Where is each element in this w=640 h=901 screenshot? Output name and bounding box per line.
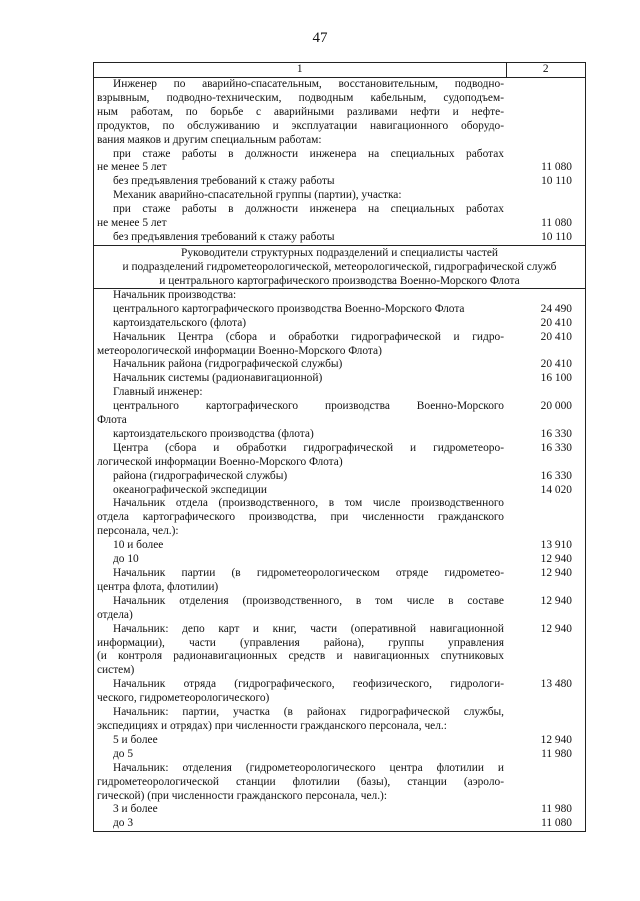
salary-value: 11 080	[541, 217, 572, 230]
position-text: систем)	[97, 664, 135, 677]
salary-value	[508, 134, 582, 148]
table-line	[97, 553, 582, 567]
position-text: Начальник Центра (сбора и обработки гидрографической и гидро-	[113, 330, 504, 343]
table-line	[97, 345, 582, 359]
position-text: без предъявления требований к стажу работы	[113, 175, 335, 188]
position-text: картоиздательского производства (флота)	[113, 427, 314, 440]
table-line	[97, 762, 582, 776]
salary-value: 12 940	[540, 553, 572, 566]
position-text: Начальник отряда (гидрографического, геофизического, гидрологи-	[113, 678, 504, 691]
table-line	[97, 289, 582, 303]
managers-block	[94, 288, 586, 831]
position-text: Начальник: отделения (гидрометеорологического центра флотилии и	[113, 761, 504, 774]
table-line	[97, 470, 582, 484]
table-line	[97, 92, 582, 106]
position-text: не менее 5 лет	[97, 217, 167, 230]
table-line	[97, 609, 582, 623]
salary-value: 11 080	[541, 161, 572, 174]
salary-value	[508, 345, 582, 359]
salary-value: 12 940	[540, 594, 572, 607]
table-line	[97, 175, 582, 189]
position-text: отдела картографического производства, при численности гражданского	[97, 511, 504, 524]
table-line	[97, 790, 582, 804]
salary-value: 11 080	[541, 817, 572, 830]
position-text: океанографической экспедиции	[113, 483, 267, 496]
salary-value	[508, 692, 582, 706]
salary-value: 13 910	[540, 539, 572, 552]
salary-value	[508, 525, 582, 539]
section-heading	[94, 245, 586, 288]
position-text: района (гидрографической службы)	[113, 469, 288, 482]
position-text: Центра (сбора и обработки гидрографической и гидрометеоро-	[113, 441, 504, 454]
position-text: центрального картографического производства Военно-Морского Флота	[113, 302, 465, 315]
salary-value: 16 100	[540, 372, 572, 385]
position-text: вания маяков и другим специальным работам:	[97, 133, 322, 146]
salary-value	[508, 776, 582, 790]
table-row	[94, 78, 586, 246]
table-line	[97, 414, 582, 428]
salary-value: 20 410	[540, 330, 572, 343]
salary-value: 10 110	[541, 230, 572, 243]
position-text: Главный инженер:	[113, 386, 203, 399]
salary-value: 20 410	[540, 316, 572, 329]
table-line	[97, 706, 582, 720]
position-text: не менее 5 лет	[97, 161, 167, 174]
position-text: центрального картографического производства Военно-Морского	[113, 400, 504, 413]
position-text: гической) (при численности гражданского персонала, чел.):	[97, 789, 388, 802]
table-line	[97, 581, 582, 595]
table-line	[97, 720, 582, 734]
position-text: Начальник партии (в гидрометеорологическом отряде гидрометео-	[113, 567, 504, 579]
table-line	[97, 664, 582, 678]
salary-value: 11 980	[541, 803, 572, 816]
table-line	[97, 120, 582, 134]
salary-table	[93, 62, 586, 832]
table-line	[97, 497, 582, 511]
table-line	[97, 595, 582, 609]
salary-value	[508, 148, 582, 162]
salary-value	[508, 664, 582, 678]
salary-value	[508, 386, 582, 400]
table-line	[97, 428, 582, 442]
table-line	[97, 148, 582, 162]
table-line	[97, 623, 582, 637]
salary-value: 10 110	[541, 175, 572, 188]
table-line	[97, 692, 582, 706]
position-text: Начальник производства:	[113, 288, 237, 301]
position-text: Начальник: партии, участка (в районах гидрографической службы,	[113, 706, 504, 719]
table-line	[97, 734, 582, 748]
position-text: Начальник отделения (производственного, в том числе в составе	[113, 594, 504, 607]
position-text: без предъявления требований к стажу работы	[113, 230, 335, 243]
table-line	[97, 106, 582, 120]
section-heading-line: и подразделений гидрометеорологической, метеорологической, гидрографической служб	[122, 260, 557, 273]
salary-value: 12 940	[540, 622, 572, 635]
engineer-block	[94, 78, 586, 246]
salary-value	[508, 581, 582, 595]
table-line	[97, 189, 582, 203]
position-text: 10 и более	[113, 539, 164, 552]
table-line	[97, 817, 582, 831]
position-text: Инженер по аварийно-спасательным, восстановительным, подводно-	[113, 78, 504, 90]
salary-value	[508, 203, 582, 217]
table-line	[97, 650, 582, 664]
table-line	[97, 637, 582, 651]
table-line	[97, 358, 582, 372]
table-line	[97, 217, 582, 231]
position-text: Начальник отдела (производственного, в том числе производственного	[113, 497, 504, 510]
table-line	[97, 78, 582, 92]
salary-value: 16 330	[540, 469, 572, 482]
position-text: до 5	[113, 747, 134, 760]
salary-value: 20 410	[540, 358, 572, 371]
salary-value: 11 980	[541, 747, 572, 760]
salary-value	[508, 106, 582, 120]
page-number: 47	[312, 30, 328, 46]
section-heading-line: Руководители структурных подразделений и специалисты частей	[180, 246, 499, 259]
salary-value: 14 020	[540, 483, 572, 496]
salary-value: 20 000	[540, 400, 572, 413]
position-text: при стаже работы в должности инженера на специальных работах	[113, 203, 504, 216]
salary-value	[508, 637, 582, 651]
position-text: метеорологической информации Военно-Морского Флота)	[97, 344, 382, 357]
salary-value	[508, 289, 582, 303]
position-text: картоиздательского (флота)	[113, 316, 247, 329]
position-text: продуктов, по обслуживанию и эксплуатации навигационного оборудо-	[97, 119, 504, 132]
position-text: 5 и более	[113, 733, 158, 746]
position-text: персонала, чел.):	[97, 525, 179, 538]
position-text: ным работам, по борьбе с аварийными разливами нефти и нефте-	[97, 105, 504, 118]
table-line	[97, 484, 582, 498]
salary-value	[508, 414, 582, 428]
table-line	[97, 776, 582, 790]
salary-value: 13 480	[540, 678, 572, 691]
salary-value	[508, 78, 582, 92]
salary-value	[508, 762, 582, 776]
salary-value	[508, 720, 582, 734]
salary-value	[508, 92, 582, 106]
table-line	[97, 803, 582, 817]
table-line	[97, 525, 582, 539]
salary-value	[508, 706, 582, 720]
column-header-position: 1	[94, 63, 507, 78]
table-line	[97, 161, 582, 175]
section-heading-row	[94, 245, 586, 288]
table-line	[97, 386, 582, 400]
table-line	[97, 372, 582, 386]
table-line	[97, 331, 582, 345]
salary-value: 16 330	[540, 441, 572, 454]
position-text: ческого, гидрометеорологического)	[97, 692, 270, 705]
salary-value	[508, 511, 582, 525]
column-header-salary: 2	[506, 63, 585, 78]
salary-value: 24 490	[540, 302, 572, 315]
position-text: Механик аварийно-спасательной группы (партии), участка:	[113, 189, 402, 202]
table-line	[97, 203, 582, 217]
salary-value	[508, 456, 582, 470]
table-line	[97, 303, 582, 317]
position-text: (и контроля радионавигационных средств и навигационных спутниковых	[97, 650, 504, 663]
table-line	[97, 317, 582, 331]
salary-value	[508, 790, 582, 804]
table-line	[97, 678, 582, 692]
table-line	[97, 511, 582, 525]
position-text: до 3	[113, 817, 134, 830]
table-row	[94, 288, 586, 831]
table-line	[97, 567, 582, 581]
salary-value	[508, 497, 582, 511]
salary-value: 16 330	[540, 427, 572, 440]
position-text: информации), части (управления района), группы управления	[97, 636, 504, 649]
salary-value: 12 940	[540, 567, 572, 579]
position-text: логической информации Военно-Морского Флота)	[97, 455, 343, 468]
position-text: гидрометеорологической станции флотилии (базы), станции (аэроло-	[97, 775, 504, 788]
salary-value	[508, 650, 582, 664]
position-text: при стаже работы в должности инженера на специальных работах	[113, 147, 504, 160]
table-line	[97, 456, 582, 470]
table-line	[97, 134, 582, 148]
table-line	[97, 748, 582, 762]
position-text: Начальник: депо карт и книг, части (оперативной навигационной	[113, 622, 504, 635]
salary-value	[508, 609, 582, 623]
position-text: центра флота, флотилии)	[97, 580, 219, 593]
table-line	[97, 442, 582, 456]
position-text: экспедициях и отрядах) при численности гражданского персонала, чел.:	[97, 719, 447, 732]
table-line	[97, 400, 582, 414]
position-text: Начальник системы (радионавигационной)	[113, 372, 323, 385]
position-text: взрывным, подводно-техническим, подводным кабельным, судоподъем-	[97, 91, 504, 104]
position-text: до 10	[113, 553, 139, 566]
table-line	[97, 231, 582, 245]
table-header-row	[94, 63, 586, 78]
salary-value	[508, 120, 582, 134]
salary-value	[508, 189, 582, 203]
position-text: отдела)	[97, 608, 133, 621]
position-text: Начальник района (гидрографической службы)	[113, 358, 343, 371]
section-heading-line: и центрального картографического производства Военно-Морского Флота	[159, 274, 520, 287]
position-text: 3 и более	[113, 803, 158, 816]
salary-value: 12 940	[540, 733, 572, 746]
position-text: Флота	[97, 414, 127, 427]
table-line	[97, 539, 582, 553]
